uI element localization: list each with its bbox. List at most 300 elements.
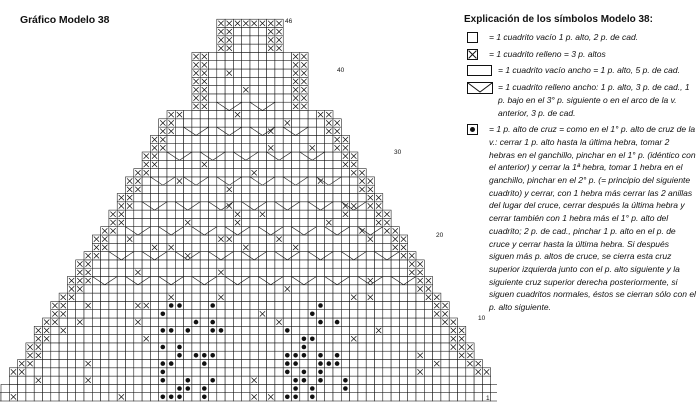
grid-cell [491,393,497,401]
grid-cell [308,326,316,334]
empty-square-icon [467,32,478,43]
legend-item-dot [464,123,696,314]
grid-cell [267,218,275,226]
grid-cell [466,376,474,384]
grid-cell [316,169,324,177]
grid-cell [358,210,366,218]
grid-cell [300,384,308,392]
grid-cell [134,351,142,359]
grid-cell [424,343,432,351]
grid-cell [225,152,233,160]
grid-cell [167,310,175,318]
grid-cell [175,169,183,177]
grid-cell [449,368,457,376]
grid-cell [126,227,134,235]
grid-cell [399,277,407,285]
grid-cell [416,360,424,368]
grid-cell [350,310,358,318]
grid-cell [358,252,366,260]
grid-cell [325,277,333,285]
grid-cell [275,202,283,210]
legend-title: Explicación de los símbolos Modelo 38: [464,14,653,25]
grid-cell [233,135,241,143]
grid-cell [167,160,175,168]
grid-cell [117,360,125,368]
grid-cell [200,210,208,218]
grid-cell [18,376,26,384]
grid-cell [51,335,59,343]
grid-cell [101,326,109,334]
grid-cell [200,144,208,152]
grid-cell [258,52,266,60]
grid-cell [67,310,75,318]
grid-cell [250,61,258,69]
grid-cell [200,169,208,177]
grid-cell [167,202,175,210]
grid-cell [358,301,366,309]
grid-cell [117,384,125,392]
grid-cell [292,318,300,326]
grid-cell [134,384,142,392]
grid-cell [134,285,142,293]
grid-cell [250,36,258,44]
grid-cell [358,343,366,351]
grid-cell [292,343,300,351]
grid-cell [399,260,407,268]
grid-cell [101,268,109,276]
grid-cell [84,368,92,376]
dot-cell-mark [318,361,323,366]
grid-cell [233,28,241,36]
grid-cell [167,368,175,376]
grid-cell [142,360,150,368]
grid-cell [84,326,92,334]
legend-text-x: = 1 cuadrito relleno = 3 p. altos [489,48,606,59]
grid-cell [184,260,192,268]
grid-cell [76,360,84,368]
grid-cell [350,194,358,202]
grid-cell [449,351,457,359]
grid-cell [366,384,374,392]
grid-cell [375,360,383,368]
grid-cell [399,335,407,343]
grid-cell [92,376,100,384]
grid-cell [217,243,225,251]
grid-cell [292,368,300,376]
grid-cell [283,384,291,392]
grid-cell [350,351,358,359]
grid-cell [175,376,183,384]
grid-cell [408,384,416,392]
symbol-legend [464,14,696,314]
grid-cell [433,335,441,343]
grid-cell [358,243,366,251]
grid-cell [258,102,266,110]
grid-cell [383,368,391,376]
grid-cell [399,301,407,309]
grid-cell [200,335,208,343]
grid-cell [167,260,175,268]
grid-cell [267,376,275,384]
grid-cell [43,368,51,376]
grid-cell [258,36,266,44]
grid-cell [383,384,391,392]
grid-cell [192,393,200,401]
grid-cell [92,335,100,343]
grid-cell [424,310,432,318]
grid-cell [109,293,117,301]
grid-cell [150,393,158,401]
grid-cell [316,268,324,276]
grid-cell [366,318,374,326]
grid-cell [333,301,341,309]
grid-cell [308,218,316,226]
grid-cell [399,268,407,276]
grid-cell [67,318,75,326]
grid-cell [126,343,134,351]
grid-cell [150,326,158,334]
grid-cell [258,351,266,359]
grid-cell [101,293,109,301]
grid-cell [341,310,349,318]
grid-cell [126,360,134,368]
grid-cell [242,69,250,77]
dot-cell-mark [194,320,199,325]
grid-cell [350,376,358,384]
grid-cell [117,343,125,351]
grid-cell [358,368,366,376]
grid-cell [333,376,341,384]
grid-cell [449,376,457,384]
grid-cell [267,326,275,334]
grid-cell [233,69,241,77]
grid-cell [84,318,92,326]
grid-cell [491,384,497,392]
grid-cell [275,52,283,60]
grid-cell [366,376,374,384]
grid-cell [308,318,316,326]
grid-cell [233,310,241,318]
grid-cell [383,376,391,384]
grid-cell [350,177,358,185]
grid-cell [250,28,258,36]
grid-cell [316,194,324,202]
grid-cell [250,243,258,251]
grid-cell [341,268,349,276]
grid-cell [325,252,333,260]
grid-cell [184,152,192,160]
grid-cell [308,119,316,127]
grid-cell [375,285,383,293]
grid-cell [134,202,142,210]
grid-cell [92,285,100,293]
grid-cell [250,210,258,218]
dot-cell-mark [186,378,191,383]
grid-cell [150,310,158,318]
grid-cell [391,326,399,334]
grid-cell [458,360,466,368]
grid-cell [167,210,175,218]
grid-cell [283,61,291,69]
dot-cell-mark [327,361,332,366]
grid-cell [92,393,100,401]
grid-cell [209,144,217,152]
grid-cell [433,318,441,326]
grid-cell [341,194,349,202]
grid-cell [217,152,225,160]
grid-cell [233,227,241,235]
grid-cell [209,218,217,226]
grid-cell [341,177,349,185]
grid-cell [209,77,217,85]
grid-cell [250,293,258,301]
grid-cell [67,393,75,401]
grid-cell [292,169,300,177]
grid-cell [316,285,324,293]
grid-cell [441,343,449,351]
dot-cell-mark [202,353,207,358]
grid-cell [416,393,424,401]
grid-cell [283,52,291,60]
grid-cell [333,368,341,376]
grid-cell [258,152,266,160]
grid-cell [258,61,266,69]
grid-cell [333,185,341,193]
grid-cell [175,218,183,226]
grid-cell [233,94,241,102]
grid-cell [250,252,258,260]
grid-cell [117,318,125,326]
grid-cell [258,135,266,143]
grid-cell [209,235,217,243]
grid-cell [184,177,192,185]
grid-cell [167,318,175,326]
grid-cell [134,376,142,384]
grid-cell [399,285,407,293]
grid-cell [225,318,233,326]
grid-cell [283,111,291,119]
grid-cell [258,44,266,52]
grid-cell [316,135,324,143]
grid-cell [167,268,175,276]
grid-cell [416,376,424,384]
grid-cell [441,393,449,401]
grid-cell [350,227,358,235]
grid-cell [358,285,366,293]
grid-cell [126,368,134,376]
grid-cell [275,351,283,359]
grid-cell [184,393,192,401]
grid-cell [209,177,217,185]
grid-cell [184,360,192,368]
grid-cell [308,285,316,293]
grid-cell [366,393,374,401]
grid-cell [458,393,466,401]
grid-cell [233,152,241,160]
x-square-icon [467,49,478,60]
grid-cell [350,384,358,392]
grid-cell [175,243,183,251]
grid-cell [150,218,158,226]
grid-cell [267,194,275,202]
grid-cell [159,285,167,293]
grid-cell [142,260,150,268]
grid-cell [275,293,283,301]
grid-cell [142,177,150,185]
grid-cell [192,169,200,177]
grid-cell [242,119,250,127]
grid-cell [192,376,200,384]
grid-cell [267,135,275,143]
grid-cell [242,77,250,85]
grid-cell [316,384,324,392]
grid-cell [242,393,250,401]
grid-cell [433,368,441,376]
grid-cell [300,301,308,309]
grid-cell [250,177,258,185]
grid-cell [134,243,142,251]
grid-cell [200,202,208,210]
grid-cell [300,169,308,177]
grid-cell [26,393,34,401]
grid-cell [9,376,17,384]
grid-cell [242,61,250,69]
grid-cell [267,160,275,168]
grid-cell [142,210,150,218]
grid-cell [184,343,192,351]
grid-cell [142,285,150,293]
grid-cell [142,318,150,326]
grid-cell [192,360,200,368]
grid-cell [358,235,366,243]
grid-cell [267,285,275,293]
grid-cell [51,351,59,359]
grid-cell [416,343,424,351]
grid-cell [416,318,424,326]
grid-cell [275,376,283,384]
grid-cell [433,393,441,401]
grid-cell [109,252,117,260]
grid-cell [341,185,349,193]
grid-cell [292,202,300,210]
dot-cell-mark [161,345,166,350]
grid-cell [325,144,333,152]
grid-cell [267,185,275,193]
grid-cell [67,376,75,384]
grid-cell [308,368,316,376]
grid-cell [474,384,482,392]
grid-cell [217,360,225,368]
grid-cell [474,376,482,384]
grid-cell [308,243,316,251]
dot-cell-mark [310,337,315,342]
grid-cell [242,268,250,276]
grid-cell [366,360,374,368]
grid-cell [316,144,324,152]
grid-cell [408,376,416,384]
grid-cell [416,293,424,301]
grid-cell [350,360,358,368]
grid-cell [126,301,134,309]
legend-text-v-wide: = 1 cuadrito relleno ancho: 1 p. alto, 3 p. de cad., 1 p. bajo en el 3° p. siguiente o en el arco de la v. anterior, 3 p. de cad. [498,82,690,118]
dot-cell-mark [302,345,307,350]
grid-cell [399,384,407,392]
grid-cell [92,368,100,376]
grid-cell [466,368,474,376]
grid-cell [250,144,258,152]
grid-cell [383,268,391,276]
grid-cell [283,218,291,226]
grid-cell [134,260,142,268]
grid-cell [258,301,266,309]
grid-cell [225,127,233,135]
grid-cell [275,301,283,309]
grid-cell [375,368,383,376]
grid-cell [358,268,366,276]
grid-cell [126,351,134,359]
grid-cell [325,227,333,235]
grid-cell [117,243,125,251]
grid-cell [350,393,358,401]
grid-cell [200,343,208,351]
grid-cell [375,268,383,276]
grid-cell [67,360,75,368]
grid-cell [192,194,200,202]
grid-cell [184,202,192,210]
grid-cell [217,177,225,185]
grid-cell [200,285,208,293]
grid-cell [217,69,225,77]
grid-cell [184,127,192,135]
grid-cell [209,210,217,218]
grid-cell [416,310,424,318]
grid-cell [408,351,416,359]
grid-cell [292,160,300,168]
grid-cell [399,376,407,384]
grid-cell [267,152,275,160]
grid-cell [233,44,241,52]
grid-cell [333,152,341,160]
legend-item-x [464,48,696,61]
grid-cell [51,376,59,384]
grid-cell [292,152,300,160]
grid-cell [424,384,432,392]
grid-cell [142,384,150,392]
grid-cell [1,384,9,392]
grid-cell [225,169,233,177]
grid-cell [250,343,258,351]
grid-cell [300,293,308,301]
grid-cell [275,335,283,343]
grid-cell [341,326,349,334]
grid-cell [109,285,117,293]
grid-cell [333,335,341,343]
grid-cell [283,194,291,202]
grid-cell [167,227,175,235]
grid-cell [159,277,167,285]
grid-cell [167,135,175,143]
grid-cell [283,144,291,152]
grid-cell [316,393,324,401]
grid-cell [316,260,324,268]
grid-cell [316,185,324,193]
grid-cell [233,61,241,69]
grid-cell [167,218,175,226]
grid-cell [275,135,283,143]
grid-cell [217,119,225,127]
grid-cell [391,335,399,343]
grid-cell [175,194,183,202]
